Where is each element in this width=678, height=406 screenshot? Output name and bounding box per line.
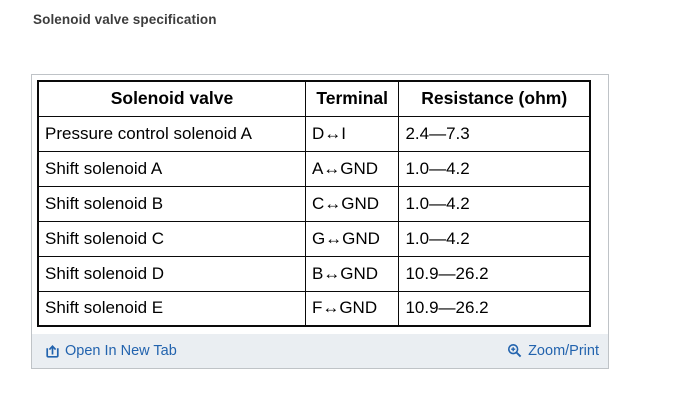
table-row — [38, 186, 590, 221]
table-cell: Shift solenoid D — [38, 256, 305, 291]
table-header-cell: Terminal — [305, 81, 399, 116]
table-row — [38, 151, 590, 186]
table-cell: G↔GND — [305, 221, 399, 256]
table-cell: Shift solenoid B — [38, 186, 305, 221]
table-cell: 1.0—4.2 — [399, 151, 590, 186]
table-cell: 10.9—26.2 — [399, 256, 590, 291]
widget-footer — [32, 334, 608, 368]
table-row — [38, 291, 590, 326]
zoom-print-link[interactable] — [507, 343, 599, 359]
spec-widget — [31, 74, 609, 369]
table-cell: Shift solenoid A — [38, 151, 305, 186]
table-cell: B↔GND — [305, 256, 399, 291]
table-cell: Pressure control solenoid A — [38, 116, 305, 151]
table-cell: Shift solenoid E — [38, 291, 305, 326]
table-cell: A↔GND — [305, 151, 399, 186]
table-cell: C↔GND — [305, 186, 399, 221]
table-row — [38, 256, 590, 291]
table-cell: F↔GND — [305, 291, 399, 326]
table-header-row — [38, 81, 590, 116]
zoom-print-label: Zoom/Print — [528, 343, 599, 359]
magnifier-plus-icon — [507, 343, 523, 359]
table-header-cell: Resistance (ohm) — [399, 81, 590, 116]
table-row — [38, 221, 590, 256]
open-in-new-tab-label: Open In New Tab — [65, 343, 177, 359]
table-cell: 2.4—7.3 — [399, 116, 590, 151]
table-cell: 1.0—4.2 — [399, 186, 590, 221]
spec-table — [37, 80, 591, 327]
table-cell: D↔I — [305, 116, 399, 151]
table-cell: Shift solenoid C — [38, 221, 305, 256]
open-in-new-tab-icon — [45, 344, 60, 359]
page-title: Solenoid valve specification — [33, 12, 217, 27]
table-header-cell: Solenoid valve — [38, 81, 305, 116]
spec-table-body — [38, 116, 590, 326]
table-cell: 1.0—4.2 — [399, 221, 590, 256]
table-row — [38, 116, 590, 151]
open-in-new-tab-link[interactable] — [45, 343, 177, 359]
table-cell: 10.9—26.2 — [399, 291, 590, 326]
spec-table-head — [38, 81, 590, 116]
